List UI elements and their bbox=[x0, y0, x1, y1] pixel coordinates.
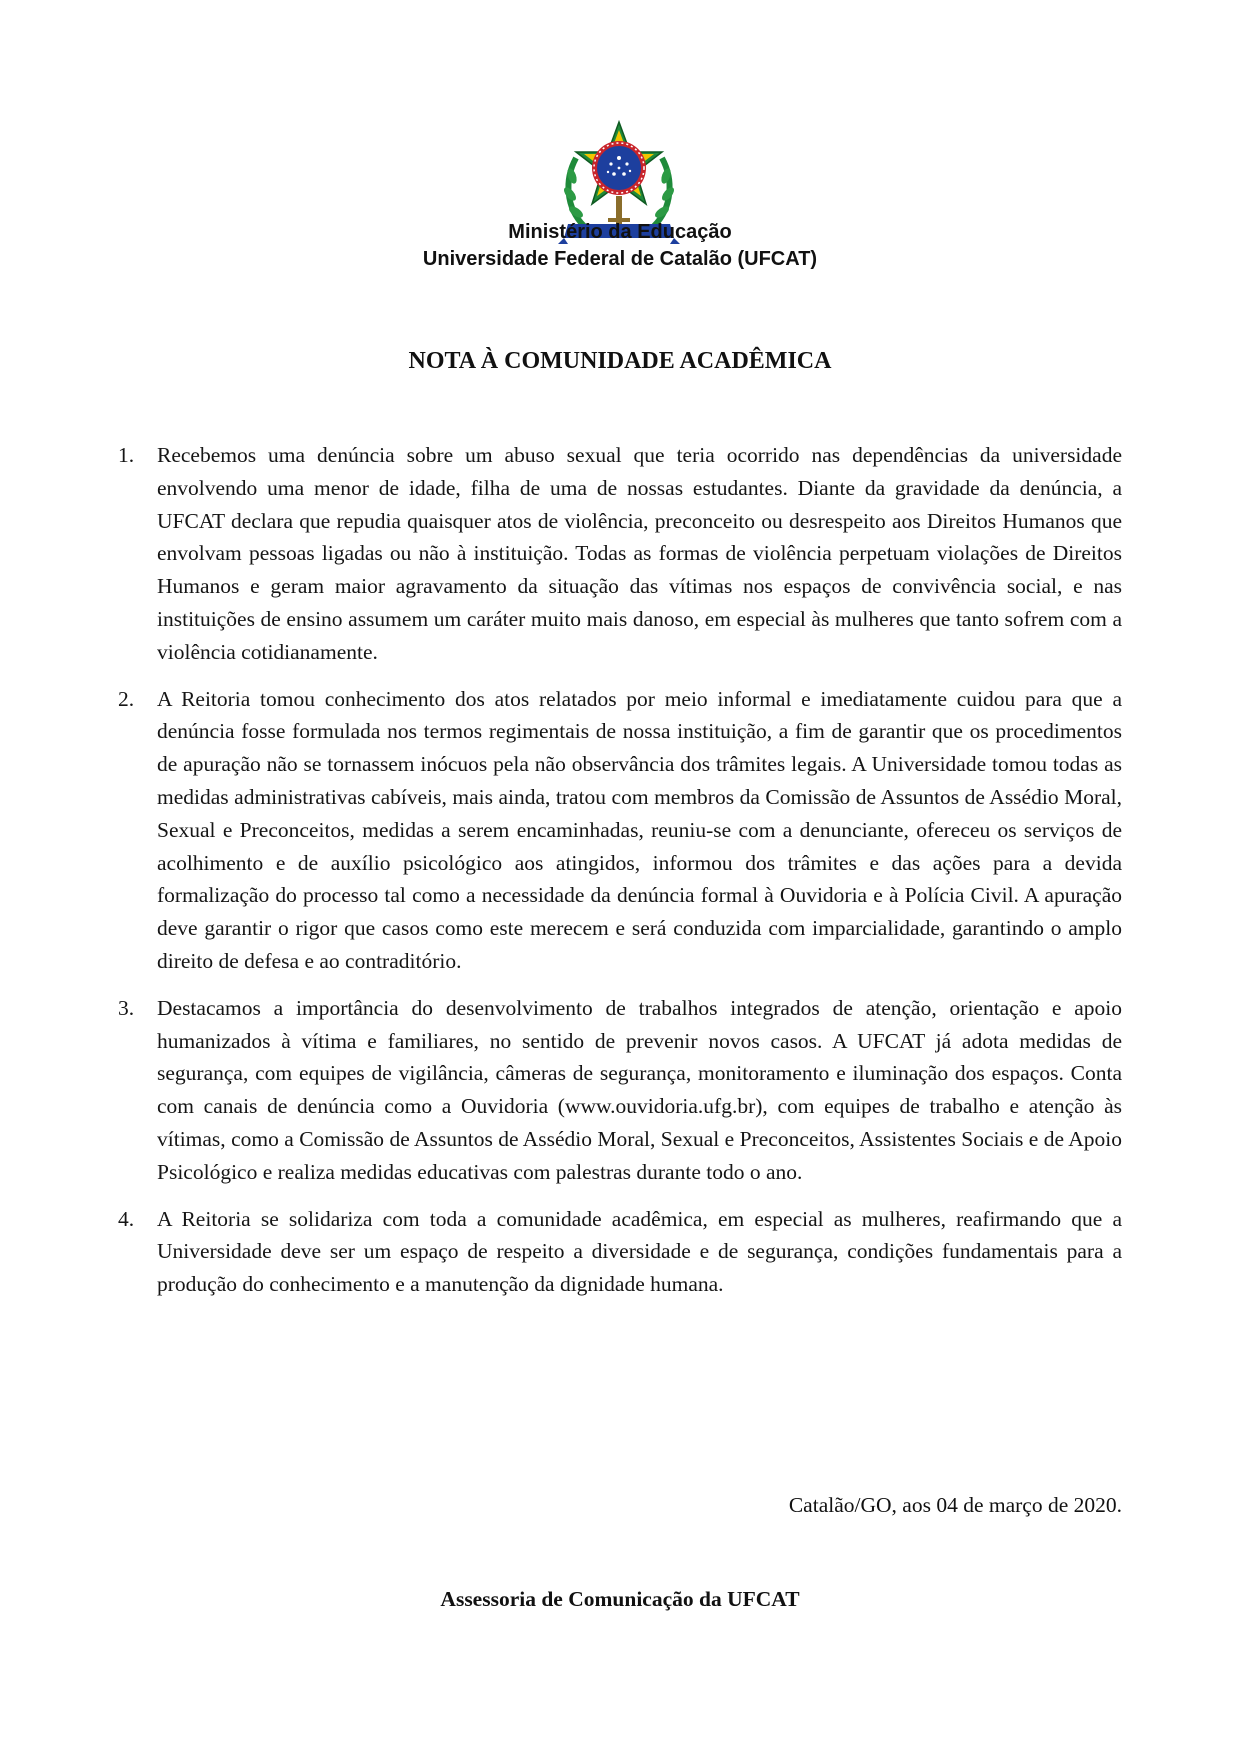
item-number: 3. bbox=[118, 995, 135, 1020]
numbered-list bbox=[118, 439, 1122, 1315]
list-item bbox=[118, 683, 1122, 978]
item-text: Recebemos uma denúncia sobre um abuso sexual que teria ocorrido nas dependências da universidade envolvendo uma menor de idade, filha de uma de nossas estudantes. Diante da gravidade da denúncia, a UFCAT declara que repudia quaisquer atos de violência, preconceito ou desrespeito aos Direitos Humanos que envolvam pessoas ligadas ou não à instituição. Todas as formas de violência perpetuam violações de Direitos Humanos e geram maior agravamento da situação das vítimas nos espaços de convivência social, e nas instituições de ensino assumem um caráter muito mais danoso, em especial às mulheres que tanto sofrem com a violência cotidianamente. bbox=[157, 443, 1122, 664]
item-text: Destacamos a importância do desenvolvimento de trabalhos integrados de atenção, orientação e apoio humanizados à vítima e familiares, no sentido de prevenir novos casos. A UFCAT já adota medidas de segurança, com equipes de vigilância, câmeras de segurança, monitoramento e iluminação dos espaços. Conta com canais de denúncia como a Ouvidoria (www.ouvidoria.ufg.br), com equipes de trabalho e atenção às vítimas, como a Comissão de Assuntos de Assédio Moral, Sexual e Preconceitos, Assistentes Sociais e de Apoio Psicológico e realiza medidas educativas com palestras durante todo o ano. bbox=[157, 995, 1122, 1184]
signature: Assessoria de Comunicação da UFCAT bbox=[440, 1587, 800, 1611]
document-title: NOTA À COMUNIDADE ACADÊMICA bbox=[408, 348, 832, 374]
item-number: 4. bbox=[118, 1206, 135, 1231]
university-name: Universidade Federal de Catalão (UFCAT) bbox=[422, 248, 818, 270]
date-line: Catalão/GO, aos 04 de março de 2020. bbox=[788, 1493, 1122, 1517]
list-item bbox=[118, 992, 1122, 1189]
list-item bbox=[118, 1203, 1122, 1301]
ministry-name: Ministério da Educação bbox=[508, 221, 732, 243]
item-number: 2. bbox=[118, 686, 135, 711]
list-item bbox=[118, 439, 1122, 669]
item-text: A Reitoria tomou conhecimento dos atos relatados por meio informal e imediatamente cuidou para que a denúncia fosse formulada nos termos regimentais de nossa instituição, a fim de garantir que os procedimentos de apuração não se tornassem inócuos pela não observância dos trâmites legais. A Universidade tomou todas as medidas administrativas cabíveis, mais ainda, tratou com membros da Comissão de Assuntos de Assédio Moral, Sexual e Preconceitos, medidas a serem encaminhadas, reuniu-se com a denunciante, ofereceu os serviços de acolhimento e de auxílio psicológico aos atingidos, informou dos trâmites e das ações para a devida formalização do processo tal como a necessidade da denúncia formal à Ouvidoria e à Polícia Civil. A apuração deve garantir o rigor que casos como este merecem e será conduzida com imparcialidade, garantindo o amplo direito de defesa e ao contraditório. bbox=[157, 686, 1122, 973]
item-text: A Reitoria se solidariza com toda a comunidade acadêmica, em especial as mulheres, reafirmando que a Universidade deve ser um espaço de respeito a diversidade e de segurança, condições fundamentais para a produção do conhecimento e a manutenção da dignidade humana. bbox=[157, 1206, 1122, 1297]
item-number: 1. bbox=[118, 443, 135, 467]
